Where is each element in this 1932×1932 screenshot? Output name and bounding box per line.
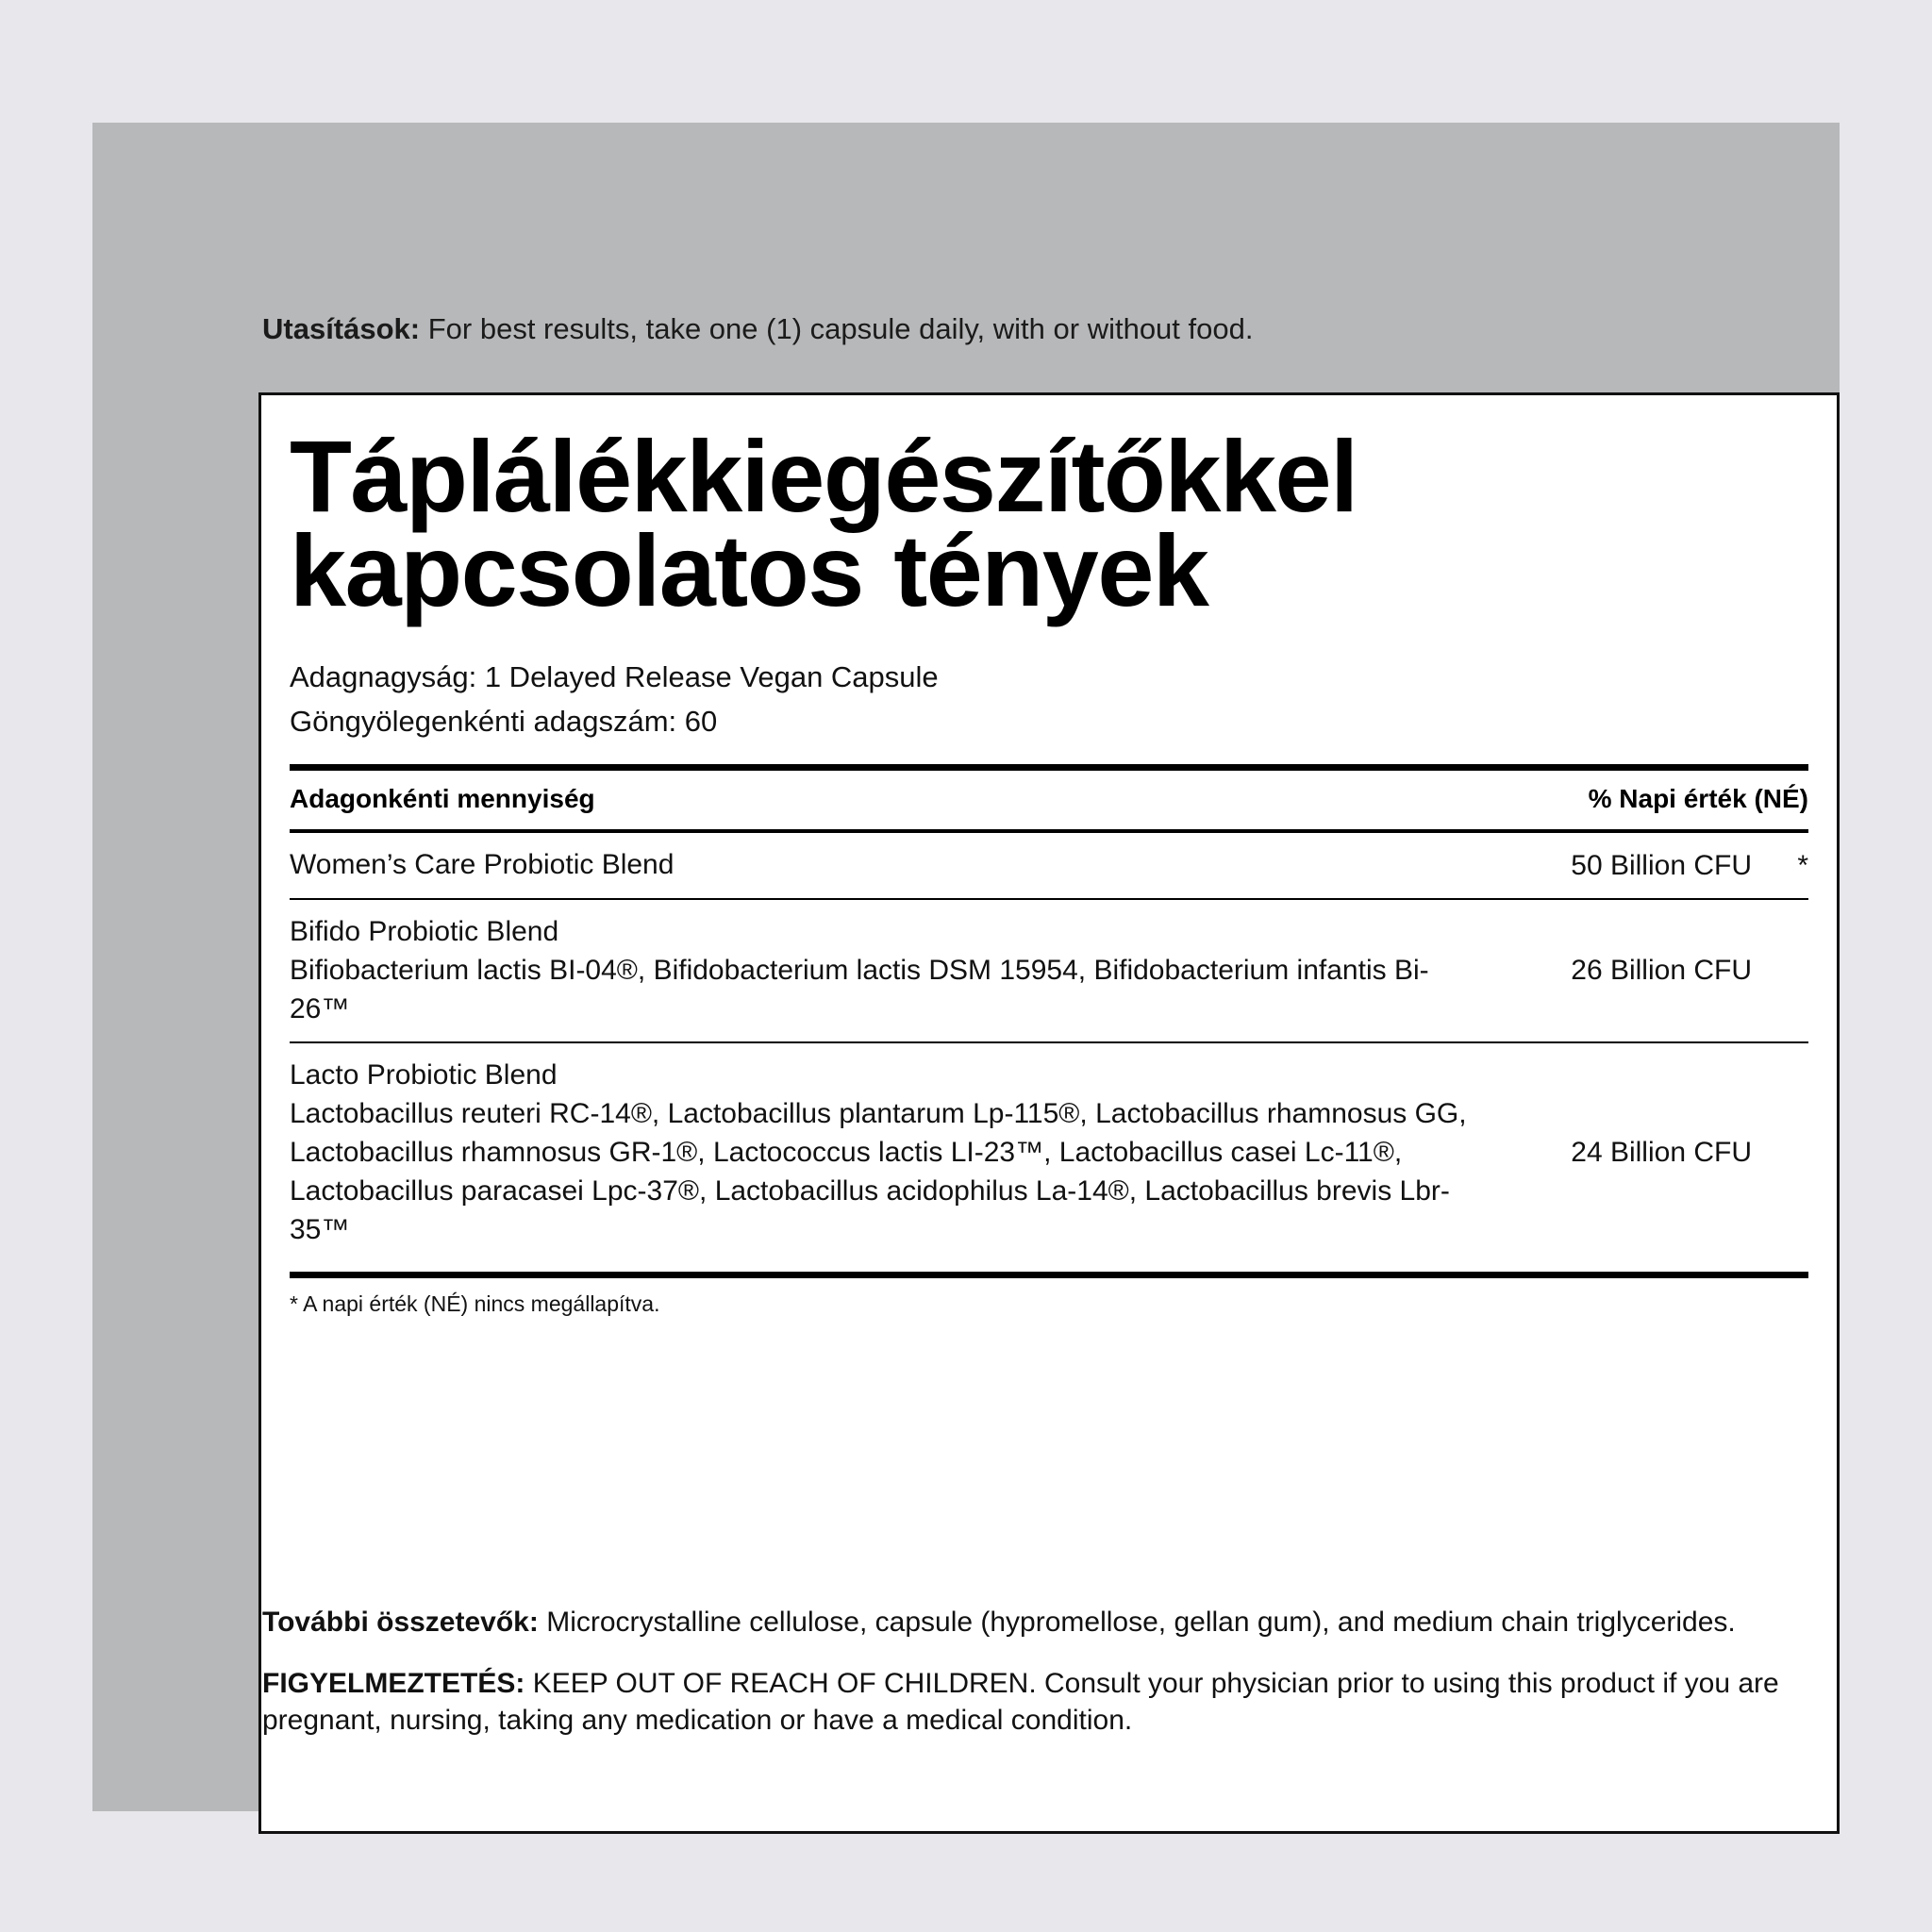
supplement-facts-title: Táplálékkiegészítőkkel kapcsolatos tények [290, 419, 1357, 628]
nutrient-amount: 24 Billion CFU [1571, 1137, 1752, 1169]
table-row [290, 833, 1808, 898]
other-ingredients-block [262, 1604, 1847, 1641]
warning-text: KEEP OUT OF REACH OF CHILDREN. Consult your physician prior to using this product if you are pregnant, nursing, taking any medication or have a medical condition. [262, 1668, 1779, 1736]
daily-value-footnote: * A napi érték (NÉ) nincs megállapítva. [290, 1291, 660, 1317]
instructions-text: For best results, take one (1) capsule daily, with or without food. [427, 312, 1254, 345]
servings-per-container: Göngyölegenkénti adagszám: 60 [290, 704, 718, 738]
table-header-row [290, 771, 1808, 829]
instructions-label: Utasítások: [262, 312, 421, 345]
instructions-line [262, 311, 1866, 346]
label-panel [92, 123, 1840, 1811]
serving-size: Adagnagyság: 1 Delayed Release Vegan Capsule [290, 659, 939, 693]
warning-block [262, 1665, 1847, 1739]
table-header-amount: Adagonkénti mennyiség [290, 783, 595, 813]
table-header-daily-value: % Napi érték (NÉ) [1588, 783, 1808, 813]
nutrient-name: Lacto Probiotic Blend Lactobacillus reuteri RC-14®, Lactobacillus plantarum Lp-115®, Lactobacillus rhamnosus GG, Lactobacillus rhamnosus GR-1®, Lactococcus lactis LI-23™, Lactobacillus casei Lc-11®, Lactobacillus paracasei Lpc-37®, Lactobacillus acidophilus La-14®, Lactobacillus brevis Lbr-35™ [290, 1059, 1467, 1245]
table-row [290, 1043, 1808, 1262]
nutrient-name: Women’s Care Probiotic Blend [290, 849, 675, 881]
warning-label: FIGYELMEZTETÉS: [262, 1668, 525, 1699]
other-ingredients-text: Microcrystalline cellulose, capsule (hypromellose, gellan gum), and medium chain triglycerides. [546, 1607, 1736, 1638]
nutrient-daily-value: * [1797, 849, 1808, 881]
nutrient-amount: 26 Billion CFU [1571, 955, 1752, 987]
nutrient-name: Bifido Probiotic Blend Bifiobacterium lactis BI-04®, Bifidobacterium lactis DSM 15954, Bifidobacterium infantis Bi-26™ [290, 915, 1429, 1024]
divider-thick-top [290, 764, 1808, 771]
nutrient-amount: 50 Billion CFU [1571, 849, 1752, 881]
divider-thick-bottom [290, 1272, 1808, 1278]
label-footer [262, 1604, 1847, 1763]
table-row [290, 900, 1808, 1041]
other-ingredients-label: További összetevők: [262, 1607, 539, 1638]
